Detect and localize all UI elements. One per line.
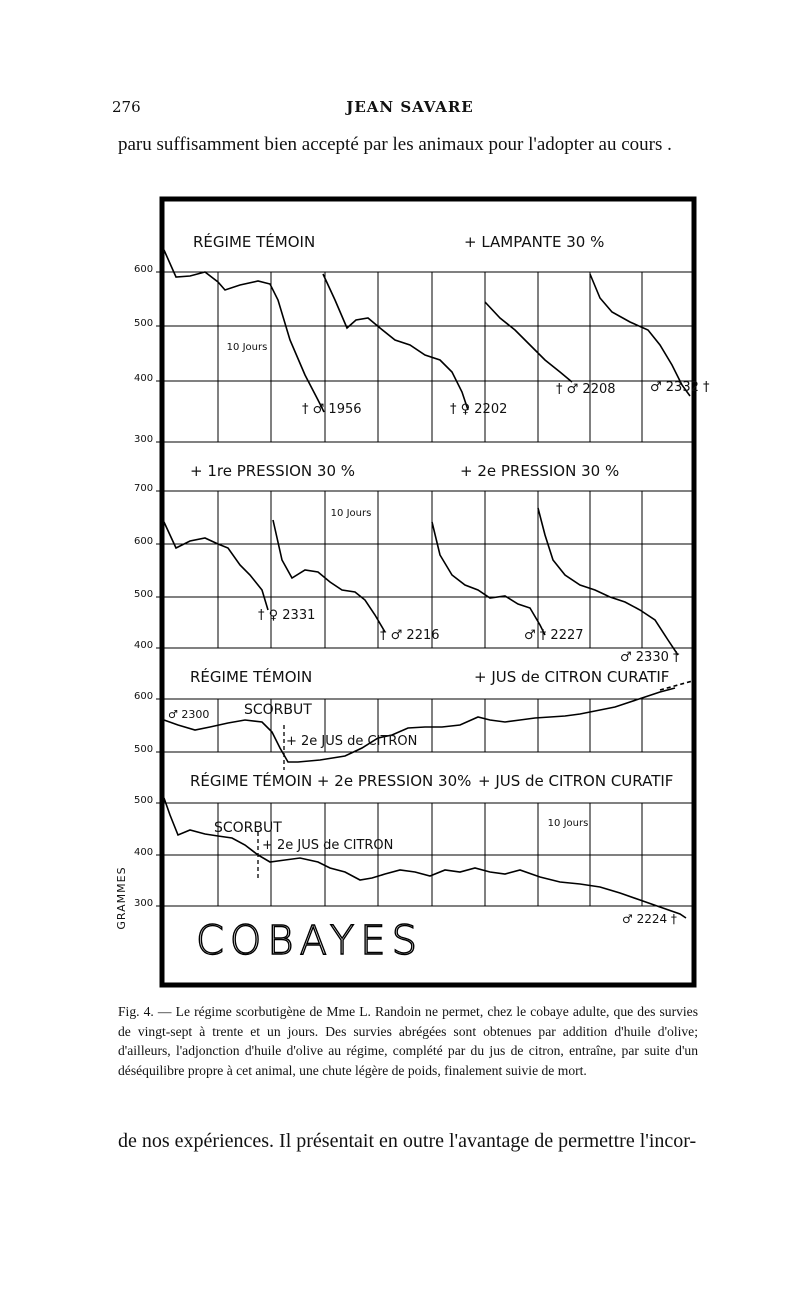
curve-2330 (538, 508, 678, 655)
body-text-top: paru suffisamment bien accepté par les animaux pour l'adopter au cours . (118, 134, 672, 155)
panel1-ytick-300: 300 (134, 434, 154, 445)
panel4-ytick-400: 400 (134, 847, 154, 858)
panel1-ytick-400: 400 (134, 373, 154, 384)
panel1-title-left: RÉGIME TÉMOIN (193, 233, 316, 251)
figure-frame (162, 199, 694, 985)
curve-2202 (323, 274, 468, 410)
panel1-ytick-500: 500 (134, 318, 154, 329)
curve-2300-ext (660, 680, 696, 690)
panel2-ytick-500: 500 (134, 589, 154, 600)
panel1-label-2202: † ♀ 2202 (450, 402, 508, 417)
panel3-ytick-500: 500 (134, 744, 154, 755)
panel2-title-left: + 1re PRESSION 30 % (190, 462, 356, 480)
panel4-scorbut: SCORBUT (214, 820, 282, 836)
panel3-jus-citron: + 2e JUS de CITRON (286, 734, 418, 749)
panel4-jus-citron: + 2e JUS de CITRON (262, 838, 394, 853)
cobayes-label: COBAYES (196, 918, 423, 964)
curve-2216 (273, 520, 385, 632)
curve-2224 (164, 798, 686, 918)
caption-text: Le régime scorbutigène de Mme L. Randoin ne permet, chez le cobaye adulte, que des survies de vingt-sept à trente et un jours. Des survies abrégées sont obtenues par addition d'huile d'olive; d'ailleurs, l'adjonction d'huile d'olive au régime, complété par du jus de citron, entraîne, par suite d'un déséquilibre propre à cet animal, une chute légère de poids, finalement suivie de mort. (118, 1004, 699, 1078)
panel3-title-left: RÉGIME TÉMOIN (190, 668, 313, 686)
panel2-label-2227: ♂ † 2227 (524, 628, 584, 643)
panel1-label-2208: † ♂ 2208 (556, 382, 616, 397)
panel3-label-2300: ♂ 2300 (168, 708, 210, 721)
panel1-ytick-600: 600 (134, 264, 154, 275)
panel4-ytick-500: 500 (134, 795, 154, 806)
panel3-title-right: + JUS de CITRON CURATIF (474, 668, 670, 686)
panel2-10-jours: 10 Jours (330, 508, 372, 519)
caption-lead: Fig. 4. — (118, 1004, 172, 1019)
panel4-ytick-300: 300 (134, 898, 154, 909)
panel2-ytick-600: 600 (134, 536, 154, 547)
panel1-label-1956: † ♂ 1956 (302, 402, 362, 417)
body-text-bottom: de nos expériences. Il présentait en outre l'avantage de permettre l'incor- (118, 1130, 697, 1152)
panel3-scorbut: SCORBUT (244, 702, 312, 718)
panel1-label-2332: ♂ 2332 † (650, 380, 710, 395)
weight-curves (164, 250, 696, 918)
panel2-ytick-400: 400 (134, 640, 154, 651)
curve-2227 (432, 522, 545, 635)
running-head: JEAN SAVARE (346, 98, 474, 116)
curve-2208 (485, 302, 572, 382)
panel2-label-2331: † ♀ 2331 (258, 608, 316, 623)
panel2-ytick-700: 700 (134, 483, 154, 494)
panel2-label-2216: † ♂ 2216 (380, 628, 440, 643)
panel4-title-right: + JUS de CITRON CURATIF (478, 772, 674, 790)
grammes-label: GRAMMES (115, 866, 128, 930)
panel2-label-2330: ♂ 2330 † (620, 650, 680, 665)
panel1-title-right: + LAMPANTE 30 % (464, 233, 605, 251)
grid (156, 272, 694, 906)
panel1-10-jours: 10 Jours (226, 342, 268, 353)
curve-1956 (164, 250, 324, 412)
panel3-ytick-600: 600 (134, 691, 154, 702)
panel4-10-jours: 10 Jours (547, 818, 589, 829)
page-number: 276 (112, 98, 141, 116)
panel4-label-2224: ♂ 2224 † (622, 912, 677, 926)
panel2-title-right: + 2e PRESSION 30 % (460, 462, 620, 480)
panel4-title-left: RÉGIME TÉMOIN + 2e PRESSION 30% (190, 772, 472, 790)
curve-2332 (590, 274, 690, 396)
figure-caption (118, 1002, 698, 1080)
